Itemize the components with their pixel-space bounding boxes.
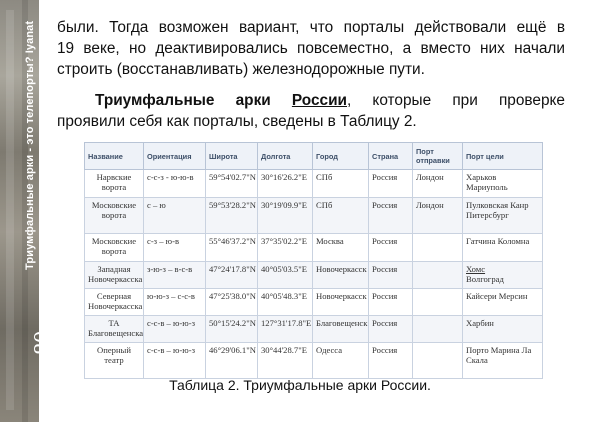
cell-orientation: ю-ю-з – с-с-в <box>144 289 206 316</box>
paragraph-1-line-2: 19 веке, но деактивировались повсеместно, а вместо них начали <box>57 40 565 57</box>
cell-longitude: 40°05'48.3"E <box>258 289 313 316</box>
cell-port-to: Харбин <box>463 316 543 343</box>
cell-port-to: Харьков Мариуполь <box>463 170 543 198</box>
cell-name: Оперный театр <box>85 343 144 379</box>
cell-city: Благовещенск <box>313 316 369 343</box>
cell-name: Московские ворота <box>85 234 144 262</box>
cell-country: Россия <box>369 198 413 234</box>
cell-port-to <box>463 262 543 289</box>
paragraph-2 <box>57 90 565 132</box>
cell-latitude: 46°29'06.1"N <box>206 343 258 379</box>
table-caption: Таблица 2. Триумфальные арки России. <box>169 377 431 393</box>
cell-city: Москва <box>313 234 369 262</box>
cell-city: Одесса <box>313 343 369 379</box>
paragraph-2-rest: , которые при проверке <box>347 92 565 109</box>
arches-bold-text: Триумфальные арки <box>95 92 292 109</box>
table-row <box>85 170 543 198</box>
port-volgograd: Волгоград <box>466 274 504 284</box>
cell-longitude: 127°31'17.8"E <box>258 316 313 343</box>
cell-orientation: с – ю <box>144 198 206 234</box>
cell-port-from <box>413 289 463 316</box>
port-homs: Хомс <box>466 264 486 274</box>
cell-country: Россия <box>369 343 413 379</box>
cell-country: Россия <box>369 170 413 198</box>
cell-orientation: с-с-в – ю-ю-з <box>144 316 206 343</box>
page-number-label <box>30 331 57 406</box>
cell-orientation: с-с-в – ю-ю-з <box>144 343 206 379</box>
table-row <box>85 343 543 379</box>
cell-latitude: 47°25'38.0"N <box>206 289 258 316</box>
cell-port-from <box>413 343 463 379</box>
cell-country: Россия <box>369 234 413 262</box>
cell-longitude: 40°05'03.5"E <box>258 262 313 289</box>
cell-longitude: 30°19'09.9"E <box>258 198 313 234</box>
header-city: Город <box>313 143 369 170</box>
paragraph-2-line-1 <box>57 90 565 111</box>
cell-orientation: з-ю-з – в-с-в <box>144 262 206 289</box>
cell-longitude: 37°35'02.2"E <box>258 234 313 262</box>
page-number: 80 <box>30 330 56 355</box>
cell-country: Россия <box>369 289 413 316</box>
paragraph-1-line-3: строить (восстанавливать) железнодорожные пути. <box>57 61 425 78</box>
cell-name: Западная Новочеркасска <box>85 262 144 289</box>
cell-latitude: 55°46'37.2"N <box>206 234 258 262</box>
cell-longitude: 30°16'26.2"E <box>258 170 313 198</box>
cell-city: СПб <box>313 198 369 234</box>
cell-longitude: 30°44'28.7"E <box>258 343 313 379</box>
table-row <box>85 262 543 289</box>
page-label: Страница <box>39 356 53 406</box>
cell-country: Россия <box>369 316 413 343</box>
cell-latitude: 59°54'02.7"N <box>206 170 258 198</box>
header-country: Страна <box>369 143 413 170</box>
header-name: Название <box>85 143 144 170</box>
cell-name: Московские ворота <box>85 198 144 234</box>
russia-link-text: России <box>291 92 348 109</box>
cell-orientation: с-с-з - ю-ю-в <box>144 170 206 198</box>
cell-name: ТА Благовещенска <box>85 316 144 343</box>
cell-country: Россия <box>369 262 413 289</box>
paragraph-2-line-2: проявили себя как порталы, сведены в Таблицу 2. <box>57 113 417 130</box>
cell-name: Северная Новочеркасска <box>85 289 144 316</box>
table-row <box>85 316 543 343</box>
cell-latitude: 50°15'24.2"N <box>206 316 258 343</box>
cell-city: Новочеркасск <box>313 289 369 316</box>
header-orientation: Ориентация <box>144 143 206 170</box>
header-longitude: Долгота <box>258 143 313 170</box>
cell-latitude: 59°53'28.2"N <box>206 198 258 234</box>
cell-city: Новочеркасск <box>313 262 369 289</box>
cell-orientation: с-з – ю-в <box>144 234 206 262</box>
cell-latitude: 47°24'17.8"N <box>206 262 258 289</box>
arches-table <box>84 142 543 379</box>
table-row <box>85 234 543 262</box>
cell-port-from: Лондон <box>413 198 463 234</box>
cell-port-to: Гатчина Коломна <box>463 234 543 262</box>
side-title: Триумфальные арки - это телепорты? Iyanat <box>24 20 36 270</box>
cell-port-from <box>413 234 463 262</box>
table-header-row <box>85 143 543 170</box>
header-port-from: Порт отправки <box>413 143 463 170</box>
table-row <box>85 289 543 316</box>
cell-port-from: Лондон <box>413 170 463 198</box>
header-latitude: Широта <box>206 143 258 170</box>
cell-name: Нарвские ворота <box>85 170 144 198</box>
table-row <box>85 198 543 234</box>
header-port-to: Порт цели <box>463 143 543 170</box>
cell-port-to: Пулковская Канр Питерсбург <box>463 198 543 234</box>
paragraph-1-line-1: были. Тогда возможен вариант, что порталы действовали ещё в <box>57 19 565 36</box>
cell-port-to: Порто Марина Ла Скала <box>463 343 543 379</box>
paragraph-1 <box>57 17 565 80</box>
cell-port-to: Кайсери Мерсин <box>463 289 543 316</box>
cell-port-from <box>413 262 463 289</box>
cell-city: СПб <box>313 170 369 198</box>
cell-port-from <box>413 316 463 343</box>
